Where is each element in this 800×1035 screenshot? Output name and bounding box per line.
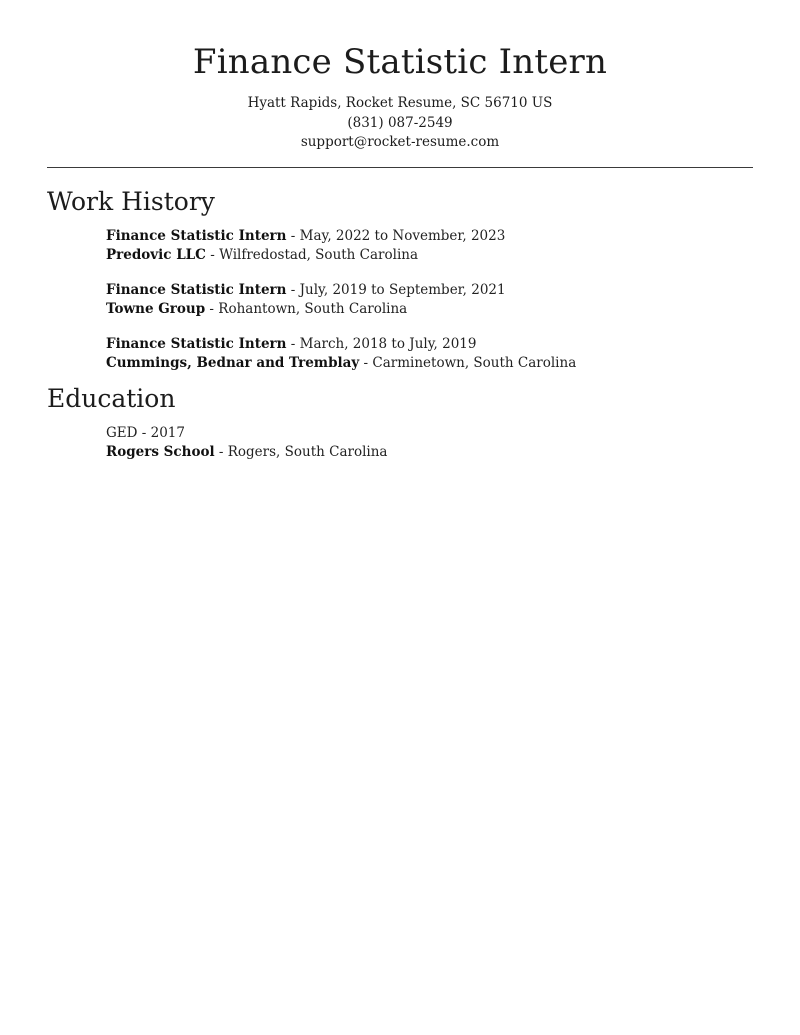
work-entry-location: Wilfredostad, South Carolina bbox=[219, 247, 419, 263]
work-entry-org: Towne Group bbox=[106, 301, 206, 317]
work-entry-title-line bbox=[106, 335, 576, 354]
work-entry-org-line bbox=[106, 354, 576, 373]
work-entry bbox=[106, 281, 576, 319]
work-entry-org-line bbox=[106, 246, 576, 265]
header-divider bbox=[47, 167, 753, 168]
education-entry bbox=[106, 424, 387, 462]
education-separator: - bbox=[214, 444, 228, 460]
work-entry-role: Finance Statistic Intern bbox=[106, 282, 287, 298]
work-entry-org-line bbox=[106, 300, 576, 319]
work-entry-dates: March, 2018 to July, 2019 bbox=[299, 336, 477, 352]
education-list bbox=[106, 424, 387, 478]
work-entry-separator: - bbox=[359, 355, 373, 371]
work-entry-org: Cummings, Bednar and Tremblay bbox=[106, 355, 360, 371]
education-entry-degree-line bbox=[106, 424, 387, 443]
education-heading: Education bbox=[47, 384, 176, 413]
work-history-heading: Work History bbox=[47, 187, 215, 216]
education-school: Rogers School bbox=[106, 444, 215, 460]
work-entry-title-line bbox=[106, 227, 576, 246]
work-entry bbox=[106, 335, 576, 373]
work-entry-org: Predovic LLC bbox=[106, 247, 206, 263]
education-year: 2017 bbox=[150, 425, 185, 441]
work-entry bbox=[106, 227, 576, 265]
candidate-name: Finance Statistic Intern bbox=[192, 42, 608, 82]
education-entry-school-line bbox=[106, 443, 387, 462]
work-entry-role: Finance Statistic Intern bbox=[106, 228, 287, 244]
work-entry-separator: - bbox=[205, 301, 219, 317]
work-entry-role: Finance Statistic Intern bbox=[106, 336, 287, 352]
work-entry-separator: - bbox=[286, 282, 300, 298]
education-location: Rogers, South Carolina bbox=[227, 444, 388, 460]
phone-line: (831) 087-2549 bbox=[347, 114, 453, 131]
resume-header bbox=[0, 0, 800, 153]
work-entry-separator: - bbox=[286, 228, 300, 244]
work-entry-separator: - bbox=[286, 336, 300, 352]
education-degree: GED bbox=[106, 425, 138, 441]
address-line: Hyatt Rapids, Rocket Resume, SC 56710 US bbox=[247, 95, 553, 111]
work-entry-location: Rohantown, South Carolina bbox=[218, 301, 408, 317]
work-entry-separator: - bbox=[205, 247, 220, 263]
work-entry-location: Carminetown, South Carolina bbox=[372, 355, 577, 371]
work-entry-title-line bbox=[106, 281, 576, 300]
work-entry-dates: July, 2019 to September, 2021 bbox=[299, 282, 506, 298]
work-entry-dates: May, 2022 to November, 2023 bbox=[299, 228, 506, 244]
email-line: support@rocket-resume.com bbox=[300, 134, 500, 150]
education-separator: - bbox=[137, 425, 151, 441]
work-history-list bbox=[106, 227, 576, 389]
